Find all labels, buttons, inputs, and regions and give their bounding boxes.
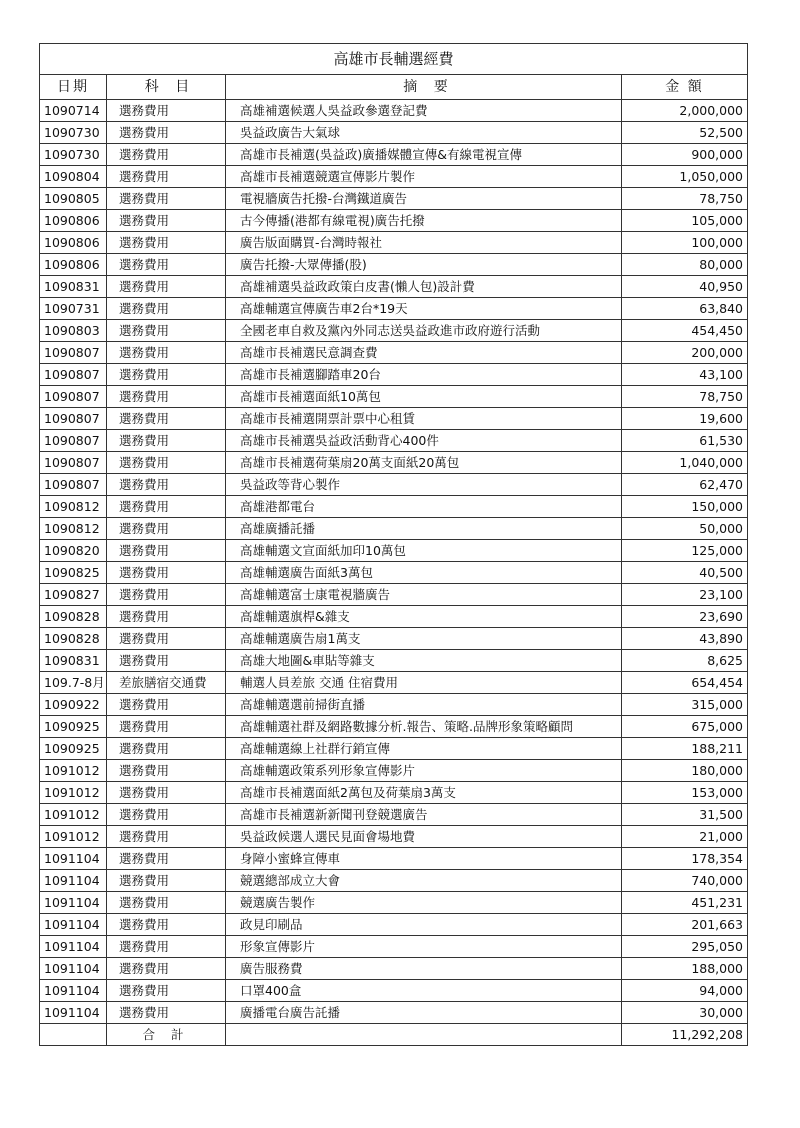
row-category: 選務費用 [107, 210, 226, 232]
row-amount: 654,454 [622, 672, 748, 694]
row-date: 1091104 [40, 848, 107, 870]
row-amount: 23,690 [622, 606, 748, 628]
row-description: 高雄輔選富士康電視牆廣告 [226, 584, 622, 606]
row-category: 選務費用 [107, 518, 226, 540]
row-category: 選務費用 [107, 100, 226, 122]
row-description: 形象宣傳影片 [226, 936, 622, 958]
table-row [40, 562, 748, 584]
row-description: 高雄輔選廣告扇1萬支 [226, 628, 622, 650]
table-row [40, 364, 748, 386]
row-description: 高雄市長補選腳踏車20台 [226, 364, 622, 386]
row-description: 高雄港都電台 [226, 496, 622, 518]
row-date: 1090922 [40, 694, 107, 716]
row-description: 全國老車自救及黨內外同志送吳益政進市政府遊行活動 [226, 320, 622, 342]
row-description: 高雄補選候選人吳益政參選登記費 [226, 100, 622, 122]
table-row [40, 826, 748, 848]
row-date: 1090820 [40, 540, 107, 562]
expense-table [39, 43, 748, 1046]
row-date: 1091012 [40, 826, 107, 848]
row-date: 1090831 [40, 650, 107, 672]
header-description: 摘 要 [226, 75, 622, 100]
row-amount: 23,100 [622, 584, 748, 606]
row-category: 選務費用 [107, 760, 226, 782]
row-date: 1090812 [40, 518, 107, 540]
row-description: 高雄輔選政策系列形象宣傳影片 [226, 760, 622, 782]
row-date: 1090806 [40, 232, 107, 254]
table-row [40, 144, 748, 166]
table-row [40, 298, 748, 320]
row-date: 109.7-8月 [40, 672, 107, 694]
row-amount: 8,625 [622, 650, 748, 672]
table-row [40, 870, 748, 892]
row-description: 高雄輔選文宣面紙加印10萬包 [226, 540, 622, 562]
row-date: 1090828 [40, 628, 107, 650]
row-amount: 900,000 [622, 144, 748, 166]
row-amount: 1,040,000 [622, 452, 748, 474]
row-category: 選務費用 [107, 408, 226, 430]
row-description: 高雄補選吳益政政策白皮書(懶人包)設計費 [226, 276, 622, 298]
row-description: 廣告版面購買-台灣時報社 [226, 232, 622, 254]
row-category: 選務費用 [107, 1002, 226, 1024]
row-date: 1091104 [40, 936, 107, 958]
table-row [40, 430, 748, 452]
row-category: 選務費用 [107, 166, 226, 188]
row-amount: 40,500 [622, 562, 748, 584]
table-row [40, 100, 748, 122]
row-description: 高雄市長補選競選宣傳影片製作 [226, 166, 622, 188]
row-description: 吳益政等背心製作 [226, 474, 622, 496]
table-row [40, 914, 748, 936]
row-amount: 78,750 [622, 188, 748, 210]
header-amount: 金 額 [622, 75, 748, 100]
row-amount: 315,000 [622, 694, 748, 716]
table-row [40, 452, 748, 474]
row-amount: 188,211 [622, 738, 748, 760]
row-amount: 675,000 [622, 716, 748, 738]
total-row [40, 1024, 748, 1046]
row-amount: 78,750 [622, 386, 748, 408]
table-row [40, 386, 748, 408]
row-amount: 100,000 [622, 232, 748, 254]
row-date: 1090925 [40, 716, 107, 738]
document-title: 高雄市長輔選經費 [40, 44, 748, 75]
row-category: 選務費用 [107, 804, 226, 826]
row-category: 選務費用 [107, 232, 226, 254]
row-amount: 62,470 [622, 474, 748, 496]
table-row [40, 782, 748, 804]
table-row [40, 166, 748, 188]
row-date: 1090805 [40, 188, 107, 210]
row-amount: 200,000 [622, 342, 748, 364]
row-amount: 740,000 [622, 870, 748, 892]
header-row [40, 75, 748, 100]
row-amount: 21,000 [622, 826, 748, 848]
row-date: 1091104 [40, 870, 107, 892]
row-description: 高雄大地圖&車貼等雜支 [226, 650, 622, 672]
row-date: 1090812 [40, 496, 107, 518]
table-row [40, 1002, 748, 1024]
total-label: 合 計 [107, 1024, 226, 1046]
table-row [40, 540, 748, 562]
row-amount: 40,950 [622, 276, 748, 298]
row-date: 1090807 [40, 408, 107, 430]
row-date: 1090807 [40, 430, 107, 452]
row-amount: 43,100 [622, 364, 748, 386]
row-date: 1091104 [40, 1002, 107, 1024]
row-date: 1090831 [40, 276, 107, 298]
table-row [40, 188, 748, 210]
row-category: 選務費用 [107, 430, 226, 452]
row-amount: 178,354 [622, 848, 748, 870]
row-category: 選務費用 [107, 584, 226, 606]
row-date: 1090730 [40, 122, 107, 144]
row-amount: 201,663 [622, 914, 748, 936]
row-category: 選務費用 [107, 958, 226, 980]
table-row [40, 210, 748, 232]
row-category: 選務費用 [107, 188, 226, 210]
row-description: 競選總部成立大會 [226, 870, 622, 892]
row-date: 1090714 [40, 100, 107, 122]
row-category: 選務費用 [107, 320, 226, 342]
table-row [40, 232, 748, 254]
table-row [40, 760, 748, 782]
row-description: 政見印刷品 [226, 914, 622, 936]
row-amount: 188,000 [622, 958, 748, 980]
row-description: 高雄輔選宣傳廣告車2台*19天 [226, 298, 622, 320]
row-description: 高雄市長補選民意調查費 [226, 342, 622, 364]
row-category: 選務費用 [107, 122, 226, 144]
table-row [40, 848, 748, 870]
row-amount: 180,000 [622, 760, 748, 782]
row-description: 高雄輔選選前掃街直播 [226, 694, 622, 716]
row-category: 選務費用 [107, 826, 226, 848]
row-description: 高雄輔選社群及網路數據分析.報告、策略.品牌形象策略顧問 [226, 716, 622, 738]
row-category: 選務費用 [107, 936, 226, 958]
row-amount: 125,000 [622, 540, 748, 562]
row-description: 競選廣告製作 [226, 892, 622, 914]
total-amount: 11,292,208 [622, 1024, 748, 1046]
total-blank [226, 1024, 622, 1046]
row-description: 廣告托撥-大眾傳播(股) [226, 254, 622, 276]
table-row [40, 496, 748, 518]
row-category: 選務費用 [107, 628, 226, 650]
row-date: 1090806 [40, 210, 107, 232]
row-category: 選務費用 [107, 650, 226, 672]
row-date: 1090804 [40, 166, 107, 188]
row-description: 吳益政候選人選民見面會場地費 [226, 826, 622, 848]
header-date: 日期 [40, 75, 107, 100]
row-category: 選務費用 [107, 980, 226, 1002]
row-amount: 43,890 [622, 628, 748, 650]
row-category: 選務費用 [107, 738, 226, 760]
table-row [40, 408, 748, 430]
table-row [40, 694, 748, 716]
table-row [40, 892, 748, 914]
row-amount: 63,840 [622, 298, 748, 320]
row-description: 高雄市長補選開票計票中心租賃 [226, 408, 622, 430]
row-date: 1090807 [40, 386, 107, 408]
row-date: 1090731 [40, 298, 107, 320]
table-row [40, 122, 748, 144]
row-description: 高雄市長補選吳益政活動背心400件 [226, 430, 622, 452]
row-amount: 105,000 [622, 210, 748, 232]
row-description: 高雄輔選廣告面紙3萬包 [226, 562, 622, 584]
row-description: 廣告服務費 [226, 958, 622, 980]
table-row [40, 980, 748, 1002]
table-row [40, 738, 748, 760]
row-category: 選務費用 [107, 716, 226, 738]
table-row [40, 716, 748, 738]
row-description: 高雄市長補選面紙10萬包 [226, 386, 622, 408]
row-amount: 153,000 [622, 782, 748, 804]
row-description: 高雄市長補選(吳益政)廣播媒體宣傳&有線電視宣傳 [226, 144, 622, 166]
row-amount: 1,050,000 [622, 166, 748, 188]
row-description: 電視牆廣告托撥-台灣鐵道廣告 [226, 188, 622, 210]
row-category: 選務費用 [107, 342, 226, 364]
row-category: 選務費用 [107, 848, 226, 870]
row-category: 選務費用 [107, 782, 226, 804]
row-date: 1090925 [40, 738, 107, 760]
row-amount: 94,000 [622, 980, 748, 1002]
row-description: 吳益政廣告大氣球 [226, 122, 622, 144]
table-row [40, 936, 748, 958]
row-amount: 295,050 [622, 936, 748, 958]
table-row [40, 474, 748, 496]
table-row [40, 628, 748, 650]
row-category: 選務費用 [107, 870, 226, 892]
row-description: 高雄廣播託播 [226, 518, 622, 540]
table-row [40, 518, 748, 540]
row-category: 差旅膳宿交通費 [107, 672, 226, 694]
table-row [40, 672, 748, 694]
row-date: 1091012 [40, 804, 107, 826]
row-date: 1090807 [40, 342, 107, 364]
row-date: 1090807 [40, 364, 107, 386]
table-row [40, 276, 748, 298]
row-category: 選務費用 [107, 562, 226, 584]
table-row [40, 342, 748, 364]
row-description: 高雄輔選旗桿&雜支 [226, 606, 622, 628]
row-description: 高雄輔選線上社群行銷宣傳 [226, 738, 622, 760]
row-date: 1090730 [40, 144, 107, 166]
row-amount: 19,600 [622, 408, 748, 430]
row-amount: 150,000 [622, 496, 748, 518]
row-date: 1090803 [40, 320, 107, 342]
row-amount: 61,530 [622, 430, 748, 452]
table-row [40, 804, 748, 826]
row-amount: 80,000 [622, 254, 748, 276]
table-row [40, 606, 748, 628]
row-date: 1091104 [40, 914, 107, 936]
title-row [40, 44, 748, 75]
table-row [40, 254, 748, 276]
row-description: 輔選人員差旅 交通 住宿費用 [226, 672, 622, 694]
row-date: 1090825 [40, 562, 107, 584]
row-date: 1090827 [40, 584, 107, 606]
row-date: 1091012 [40, 760, 107, 782]
row-description: 高雄市長補選荷葉扇20萬支面紙20萬包 [226, 452, 622, 474]
row-date: 1090806 [40, 254, 107, 276]
table-row [40, 584, 748, 606]
header-category: 科 目 [107, 75, 226, 100]
row-category: 選務費用 [107, 386, 226, 408]
row-date: 1090807 [40, 474, 107, 496]
row-description: 高雄市長補選面紙2萬包及荷葉扇3萬支 [226, 782, 622, 804]
row-category: 選務費用 [107, 452, 226, 474]
row-category: 選務費用 [107, 892, 226, 914]
row-amount: 454,450 [622, 320, 748, 342]
row-category: 選務費用 [107, 694, 226, 716]
row-amount: 451,231 [622, 892, 748, 914]
row-date: 1091104 [40, 980, 107, 1002]
row-category: 選務費用 [107, 914, 226, 936]
table-row [40, 958, 748, 980]
row-category: 選務費用 [107, 276, 226, 298]
row-amount: 31,500 [622, 804, 748, 826]
row-description: 口罩400盒 [226, 980, 622, 1002]
row-amount: 52,500 [622, 122, 748, 144]
row-date: 1090828 [40, 606, 107, 628]
row-category: 選務費用 [107, 474, 226, 496]
row-date: 1091012 [40, 782, 107, 804]
row-date: 1091104 [40, 892, 107, 914]
row-category: 選務費用 [107, 254, 226, 276]
row-date: 1090807 [40, 452, 107, 474]
row-description: 高雄市長補選新新聞刊登競選廣告 [226, 804, 622, 826]
table-row [40, 320, 748, 342]
row-description: 古今傳播(港都有線電視)廣告托撥 [226, 210, 622, 232]
row-description: 身障小蜜蜂宣傳車 [226, 848, 622, 870]
row-date: 1091104 [40, 958, 107, 980]
row-description: 廣播電台廣告託播 [226, 1002, 622, 1024]
row-amount: 2,000,000 [622, 100, 748, 122]
row-category: 選務費用 [107, 606, 226, 628]
total-blank [40, 1024, 107, 1046]
row-category: 選務費用 [107, 540, 226, 562]
table-row [40, 650, 748, 672]
row-category: 選務費用 [107, 364, 226, 386]
row-amount: 30,000 [622, 1002, 748, 1024]
row-category: 選務費用 [107, 144, 226, 166]
row-amount: 50,000 [622, 518, 748, 540]
row-category: 選務費用 [107, 496, 226, 518]
row-category: 選務費用 [107, 298, 226, 320]
